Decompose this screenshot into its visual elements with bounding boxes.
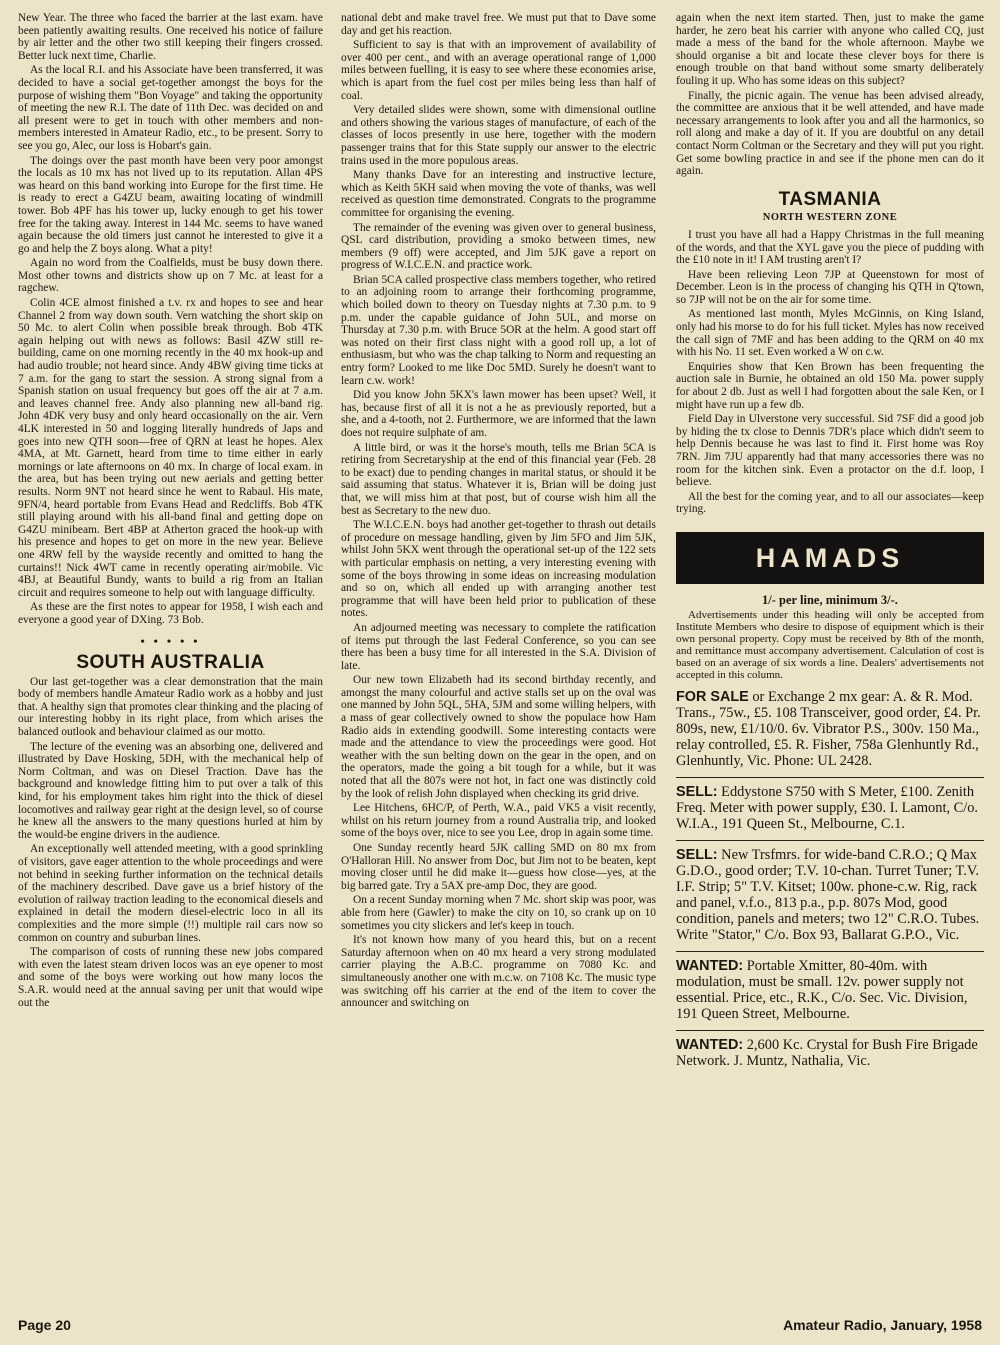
paragraph: Again no word from the Coalfields, must be busy down there. Most other towns and districts show up on 7 Mc. at least for a ragchew. xyxy=(18,257,323,295)
paragraph: national debt and make travel free. We must put that to Dave some day and get his reaction. xyxy=(341,12,656,37)
page-footer xyxy=(18,1313,982,1333)
paragraph: Brian 5CA called prospective class members together, who retired to an adjoining room to arrange their forthcoming programme, which boiled down to theory on Tuesday nights at 7.30 p.m. to 9 p.m. under the capable guidance of John 5UL, and morse on Thursday at 7.30 p.m. with Bruce 5OR at the helm. A good start off was noted on their first class night with a good roll up, a lot of enthusiasm, but who was the chap talking to Norm and requesting an entry form? Looked to me like Doc 5MD. Surely he doesn't want to learn c.w. work! xyxy=(341,273,656,387)
paragraph: It's not known how many of you heard this, but on a recent Saturday afternoon when on 40 mx heard a very strong modulated carrier playing the A.B.C. programme on 7080 Kc. and simultaneously another one with m.c.w. on 7108 Kc. The music type was switching off his carrier at the end of the item to cover the announcer and switching on xyxy=(341,934,656,1010)
paragraph: The doings over the past month have been very poor amongst the locals as 10 mx has not lived up to its reputation. Allan 4PS was heard on this band working into Europe for the first time. He is ready to erect a G4ZU beam, awaiting locating of windmill tower. Bob 4PF has his tower up, lucky enough to get his tower free for the taking away. Interest in 144 Mc. seems to have waned again because the old timers just cannot he interested to give it a go and help the Z boys along. What a pity! xyxy=(18,154,323,255)
ad-text: Portable Xmitter, 80-40m. with modulation, must be small. 12v. power supply not essential. Price, etc., R.K., C/o. Sec. Vic. Division, 191 Queen Street, Melbourne. xyxy=(676,957,968,1022)
paragraph: All the best for the coming year, and to all our associates—keep trying. xyxy=(676,490,984,516)
paragraph: One Sunday recently heard 5JK calling 5MD on 80 mx from O'Halloran Hill. No answer from Doc, but Jim not to be beaten, kept moving closer until he did make it—guess how close—yes, at the big barred gate. Try a 5AX pre-amp Doc, they are good. xyxy=(341,842,656,892)
ad-text: New Trsfmrs. for wide-band C.R.O.; Q Max G.D.O., good order; T.V. 10-chan. Turret Tuner; T.V. I.F. Strip; 5" T.V. Kitset; 100w. phone-c.w. Rig, rack and panel, v.f.o., 813 p.a., p.p. 807s Mod, good condition, panels and meters; two 12" C.R.O. Tubes. Write "Stator," C/o. Box 93, Ballarat G.P.O., Vic. xyxy=(676,846,980,943)
paragraph: Colin 4CE almost finished a t.v. rx and hopes to see and hear Channel 2 from way down south. Vern watching the short skip on 50 Mc. to alert Colin when possible break through. Bob 4TK again helping out with news as follows: Basil 4ZW still re-building, came on one morning recently in the 40 mx hook-up and had audio trouble; not heard since. Andy 4BW giving time ticks at 7 a.m. for the gang to start the session. A strong signal from a Spanish station on usual frequency but goes off the air at 7 a.m. and leaves channel free. Andy also planning new all-band rig. John 4DK very busy and only heard occasionally on the air. Vern 4LK interested in 50 and logging literally hundreds of Japs and goes into new QTH soon—free of QRN at least he hopes. Alex 4MA, at Mt. Garnett, heard from time to time either in early mornings or late afternoons on 40 mx. In charge of local exam. in the area, but has been trying out new aerials and getting better results. Norm 9NT not heard since he went to Rabaul. His mate, 9FN/4, heard portable from Evans Head and Redcliffs. Bob 4TK still playing around with his all-band final and getting dope on G4ZU minibeam. Bert 4BP at Atherton graced the hook-up with his presence and hopes to get on more in the new year. Believe one 4RW fell by the wayside recently and omitted to hang the curtains!! Nick 4WT came in recently operating air/mobile. Vic 4BJ, at Beautiful Bundy, wants to build a rig from an Italian circuit and requires someone to help out with language difficulty. xyxy=(18,297,323,599)
ad-lead: SELL: xyxy=(676,783,718,800)
hamads-rate: 1/- per line, minimum 3/-. xyxy=(762,592,898,607)
paragraph: Our last get-together was a clear demonstration that the main body of members handle Amateur Radio work as a hobby and just that. A healthy sign that promotes clear thinking and the placing of our interesting hobby in its right place, from which arises the balanced outlook and behaviour claimed as our motto. xyxy=(18,675,323,739)
paragraph: again when the next item started. Then, just to make the game harder, he zero beat his carrier with anyone who called CQ, just made a mess of the band for the whole afternoon. Maybe we should organise a bit and locate these clever boys for there is enough trouble on that band without some smarty deliberately fouling it up. Who has some ideas on this subject? xyxy=(676,12,984,87)
paragraph: Our new town Elizabeth had its second birthday recently, and amongst the many colourful and active stalls set up on the oval was one manned by John 5QL, 5HA, 5JM and some willing helpers, with a mass of gear collectively owned to show the populace how Ham Radio aids in extending goodwill. Some interesting contacts were made and the attendance to view the proceedings were good. Hot weather with the sun belting down on the gear in the open, and on the operators, made the going a bit tough for a while, but it was noted that all the 807s were not hot, in fact one was distinctly cold by the look of relish John displayed when checking its grid drive. xyxy=(341,674,656,800)
ad-text: 2,600 Kc. Crystal for Bush Fire Brigade Network. J. Muntz, Nathalia, Vic. xyxy=(676,1036,978,1069)
classified-ad xyxy=(676,840,984,951)
paragraph: The remainder of the evening was given over to general business, QSL card distribution, providing a smoko between times, new members (9 off) were accepted, and Jim 5JK gave a report on progress of W.I.C.E.N. and practice work. xyxy=(341,221,656,272)
paragraph: Finally, the picnic again. The venue has been advised already, the committee are anxious that it be well attended, and have made necessary arrangements to look after you and all the harmonics, so roll along and make a day of it. If you are doubtful on any detail contact Norm Coltman or the Secretary and they will put you right. Get some bowling practice in and see if the phone men can do it again. xyxy=(676,89,984,178)
paragraph: Lee Hitchens, 6HC/P, of Perth, W.A., paid VK5 a visit recently, whilst on his return journey from a round Australia trip, and looked some of the boys over, nice to see you Lee, drop in again some time. xyxy=(341,802,656,840)
section-separator: • • • • • xyxy=(140,633,201,648)
paragraph: An adjourned meeting was necessary to complete the ratification of items put through the last Federal Conference, so you can see there has been a busy time for all interested in the S.A. Division of late. xyxy=(341,621,656,672)
paragraph: An exceptionally well attended meeting, with a good sprinkling of visitors, gave eager attention to the whole proceedings and were not behind in seeking further information on the technical details of the machinery described. Dave gave us a brief history of the evolution of railway traction leading to the economical diesels and explained in detail the modern diesel-electric loco in all its complexities and the more simple (!!) multiple rail cars now so common on country and suburban lines. xyxy=(18,843,323,944)
page-number: Page 20 xyxy=(18,1317,71,1333)
paragraph: I trust you have all had a Happy Christmas in the full meaning of the words, and that the XYL gave you the piece of pudding with the £10 note in it! I AM trusting aren't I? xyxy=(676,228,984,267)
paragraph: A little bird, or was it the horse's mouth, tells me Brian 5CA is retiring from Secretaryship at the end of this financial year (Feb. 28 to be exact) due to pending changes in marital status, or should it be said assuming that status. Whatever it is, Brian will be doing just that, we will miss him at that post, but of course wish him all the best as Secretary to the new duo. xyxy=(341,441,656,517)
classified-ad xyxy=(676,1030,984,1077)
column-right xyxy=(676,12,984,1299)
paragraph: Have been relieving Leon 7JP at Queenstown for most of December. Leon is in the process of changing his QTH in Q'town, so 7JP will not be on the air for some time. xyxy=(676,268,984,306)
magazine-issue: Amateur Radio, January, 1958 xyxy=(783,1317,982,1333)
section-subtitle: NORTH WESTERN ZONE xyxy=(762,212,898,224)
ad-lead: WANTED: xyxy=(676,1036,744,1053)
paragraph: Many thanks Dave for an interesting and instructive lecture, which as Keith 5KH said when moving the vote of thanks, was well received as question time demonstrated. Congrats to the programme committee for organising the evening. xyxy=(341,169,656,219)
paragraph: The comparison of costs of running these new jobs compared with even the latest steam driven locos was an eye opener to most and some of the boys were working out how many locos the S.A.R. would need at the annual saving per unit that would wipe out the xyxy=(18,946,323,1009)
paragraph: Enquiries show that Ken Brown has been frequenting the auction sale in Burnie, he obtained an old 150 Ma. power supply for about 2 db. Just as well I had forgotten about the sale Ken, or I might have run up a few db. xyxy=(676,360,984,411)
section-title-tasmania: TASMANIA xyxy=(778,188,882,210)
classified-ad xyxy=(676,951,984,1030)
column-middle xyxy=(341,12,656,1299)
paragraph: As the local R.I. and his Associate have been transferred, it was decided to have a social get-together amongst the boys for the purpose of wishing them "Bon Voyage" and taking the opportunity of meeting the new R.I. The date of 11th Dec. was decided on and all present were to get in touch with other members and non-members interested in Amateur Radio, etc., to be present. Sorry to see you go, Alec, our loss is Hobart's gain. xyxy=(18,64,323,152)
paragraph: On a recent Sunday morning when 7 Mc. short skip was poor, was able from here (Gawler) to make the city on 10, so crank up on 10 sometimes you city slickers and let's keep in touch. xyxy=(341,894,656,932)
ad-text: Eddystone S750 with S Meter, £100. Zenith Freq. Meter with power supply, £30. I. Lamont, C/o. W.I.A., 191 Queen St., Melbourne, C.1. xyxy=(676,783,979,832)
hamads-intro: Advertisements under this heading will only be accepted from Institute Members who desire to dispose of equipment which is their own personal property. Copy must be received by 8th of the month, and remittance must accompany advertisement. Calculation of cost is based on an average of six words a line. Dealers' advertisements not accepted in this column. xyxy=(676,608,984,681)
column-left xyxy=(18,12,323,1299)
ad-lead: WANTED: xyxy=(676,957,744,974)
paragraph: Field Day in Ulverstone very successful. Sid 7SF did a good job by hiding the tx close to Dennis 7DR's place which didn't seem to help Dennis because he was last to find it. First home was Roy 7RN. Jim 7JU apparently had that many accessories there was no room for the kitchen sink. Even a protactor on the d.f. loop, I believe. xyxy=(676,413,984,489)
ad-text: or Exchange 2 mx gear: A. & R. Mod. Trans., 75w., £5. 108 Transceiver, good order, £4. Pr. 809s, new, £1/10/0. 6v. Vibrator P.S., 300v. 150 Ma., relay controlled, £5. R. Fisher, 758a Glenhuntly Rd., Glenhuntly, Vic. Phone: UL 2428. xyxy=(676,688,981,769)
paragraph: The W.I.C.E.N. boys had another get-together to thrash out details of procedure on message handling, given by Jim 5FO and Jim 5JK, whilst John 5KX went through the operational set-up of the 122 sets with particular emphasis on netting, a very interesting evening with some of the boys throwing in some ideas on increasing modulation and so on, which all ended up with arranging another test programme that will have been held prior to publication of these notes. xyxy=(341,519,656,620)
classified-ad xyxy=(676,777,984,840)
classified-ad xyxy=(676,683,984,777)
paragraph: Very detailed slides were shown, some with dimensional outline and others showing the various stages of manufacture, of each of the classes of locos presently in use here, together with the modern passenger trains that for this State supply our answer to the electric trains used in the more populous areas. xyxy=(341,104,656,167)
hamads-banner: HAMADS xyxy=(676,532,984,584)
paragraph: The lecture of the evening was an absorbing one, delivered and illustrated by Dave Hosking, 5DH, with the mechanical help of Norm Coltman, and was on Diesel Traction. Dave has the background and knowledge fitting him to put over a talk of this kind, for his employment takes him right into the thick of diesel locomotives and railway gear right at the design level, so of course he knew all the answers to the many questions hurled at him by the would-be engine drivers in the audience. xyxy=(18,740,323,841)
ad-lead: FOR SALE xyxy=(676,688,749,705)
paragraph: New Year. The three who faced the barrier at the last exam. have been patiently awaiting results. One received his notice of failure by air letter and the other two still keeping their fingers crossed. Better luck next time, Charlie. xyxy=(18,12,323,62)
paragraph: As mentioned last month, Myles McGinnis, on King Island, only had his morse to do for his full ticket. Myles has now received the call sign of 7MF and has been adding to the QRM on 40 mx with his No. 11 set. Even worked a W on c.w. xyxy=(676,308,984,359)
section-title-south-australia: SOUTH AUSTRALIA xyxy=(76,652,265,674)
paragraph: Sufficient to say is that with an improvement of availability of over 400 per cent., and with an average operational range of 1,000 miles between fuelling, it is easy to see where these economies arise, which is apart from the fuel cost per miles being less than half of coal. xyxy=(341,39,656,102)
ad-lead: SELL: xyxy=(676,846,718,863)
paragraph: As these are the first notes to appear for 1958, I wish each and everyone a good year of DXing. 73 Bob. xyxy=(18,601,323,626)
paragraph: Did you know John 5KX's lawn mower has been upset? Well, it has, because first of all it is not a he as previously reported, but a she, and a 4-tooth, not 2. Furthermore, we are informed that the lawn does not require sulphate of am. xyxy=(341,389,656,439)
